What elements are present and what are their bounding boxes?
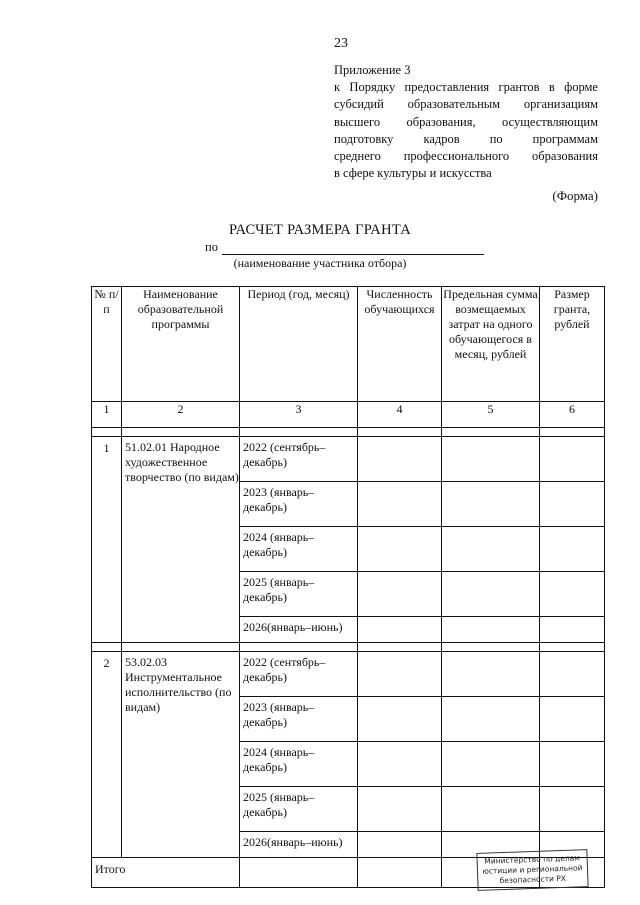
- students-input-cell[interactable]: [358, 787, 442, 832]
- header-cell-grant-size: Размер гранта, рублей: [540, 287, 605, 402]
- appendix-line: в сфере культуры и искусства: [334, 166, 492, 181]
- students-input-cell[interactable]: [358, 832, 442, 858]
- students-input-cell[interactable]: [358, 527, 442, 572]
- students-input-cell[interactable]: [358, 652, 442, 697]
- max-cost-input-cell[interactable]: [442, 617, 540, 643]
- column-number: 5: [442, 402, 540, 428]
- students-input-cell[interactable]: [358, 742, 442, 787]
- program-name: 51.02.01 Народное художественное творчество (по видам): [122, 437, 240, 643]
- document-title: РАСЧЕТ РАЗМЕРА ГРАНТА: [228, 222, 412, 238]
- column-number: 4: [358, 402, 442, 428]
- appendix-reference: [334, 62, 598, 182]
- column-number: 6: [540, 402, 605, 428]
- max-cost-input-cell[interactable]: [442, 572, 540, 617]
- period-cell: 2026(январь–июнь): [240, 832, 358, 858]
- column-number-row: [92, 402, 605, 428]
- period-cell: 2024 (январь–декабрь): [240, 742, 358, 787]
- period-cell: 2023 (январь–декабрь): [240, 482, 358, 527]
- appendix-line: среднего профессионального образования: [334, 149, 598, 164]
- grant-size-input-cell[interactable]: [540, 527, 605, 572]
- grant-size-input-cell[interactable]: [540, 652, 605, 697]
- grant-size-input-cell[interactable]: [540, 742, 605, 787]
- period-cell: 2023 (январь–декабрь): [240, 697, 358, 742]
- students-input-cell[interactable]: [358, 482, 442, 527]
- table-spacer-row: [92, 643, 605, 652]
- period-cell: 2026(январь–июнь): [240, 617, 358, 643]
- max-cost-input-cell[interactable]: [442, 527, 540, 572]
- po-label: по: [205, 240, 218, 254]
- appendix-line: к Порядку предоставления грантов в форме: [334, 80, 598, 95]
- stamp-line: Министерство по делам: [484, 853, 581, 866]
- students-input-cell[interactable]: [358, 697, 442, 742]
- program-name: 53.02.03 Инструментальное исполнительство (по видам): [122, 652, 240, 858]
- grant-calculation-table: [91, 286, 605, 888]
- header-cell-students: Численность обучающихся: [358, 287, 442, 402]
- stamp-line: юстиции и региональной: [482, 863, 583, 876]
- column-number: 2: [122, 402, 240, 428]
- grant-size-input-cell[interactable]: [540, 482, 605, 527]
- total-period-cell[interactable]: [240, 858, 358, 888]
- grant-size-input-cell[interactable]: [540, 787, 605, 832]
- total-students-cell[interactable]: [358, 858, 442, 888]
- stamp-line: безопасности РХ: [499, 873, 567, 886]
- max-cost-input-cell[interactable]: [442, 652, 540, 697]
- period-cell: 2024 (январь–декабрь): [240, 527, 358, 572]
- max-cost-input-cell[interactable]: [442, 482, 540, 527]
- max-cost-input-cell[interactable]: [442, 697, 540, 742]
- students-input-cell[interactable]: [358, 572, 442, 617]
- period-cell: 2022 (сентябрь–декабрь): [240, 437, 358, 482]
- header-cell-max-cost: Предельная сумма возмещаемых затрат на одного обучающегося в месяц, рублей: [442, 287, 540, 402]
- appendix-line: подготовку кадров по программам: [334, 131, 598, 146]
- column-number: 1: [92, 402, 122, 428]
- participant-name-caption: (наименование участника отбора): [233, 256, 407, 270]
- header-cell-number: № п/п: [92, 287, 122, 402]
- header-cell-period: Период (год, месяц): [240, 287, 358, 402]
- period-cell: 2025 (январь–декабрь): [240, 572, 358, 617]
- max-cost-input-cell[interactable]: [442, 437, 540, 482]
- total-label: Итого: [92, 858, 240, 888]
- row-number: 1: [92, 437, 122, 643]
- column-number: 3: [240, 402, 358, 428]
- students-input-cell[interactable]: [358, 437, 442, 482]
- form-label: (Форма): [552, 188, 598, 203]
- grant-size-input-cell[interactable]: [540, 697, 605, 742]
- page-number: 23: [334, 36, 348, 51]
- max-cost-input-cell[interactable]: [442, 742, 540, 787]
- table-spacer-row: [92, 428, 605, 437]
- grant-size-input-cell[interactable]: [540, 572, 605, 617]
- appendix-line: Приложение 3: [334, 63, 411, 77]
- grant-size-input-cell[interactable]: [540, 617, 605, 643]
- appendix-line: субсидий образовательным организациям: [334, 97, 598, 112]
- row-number: 2: [92, 652, 122, 858]
- max-cost-input-cell[interactable]: [442, 787, 540, 832]
- header-cell-program: Наименование образовательной программы: [122, 287, 240, 402]
- students-input-cell[interactable]: [358, 617, 442, 643]
- participant-name-line: [222, 254, 484, 255]
- table-header-row: [92, 287, 605, 402]
- table-row: [92, 437, 605, 482]
- ministry-stamp: [476, 849, 588, 891]
- grant-size-input-cell[interactable]: [540, 437, 605, 482]
- period-cell: 2022 (сентябрь–декабрь): [240, 652, 358, 697]
- table-row: [92, 652, 605, 697]
- period-cell: 2025 (январь–декабрь): [240, 787, 358, 832]
- appendix-line: высшего образования, осуществляющим: [334, 114, 598, 129]
